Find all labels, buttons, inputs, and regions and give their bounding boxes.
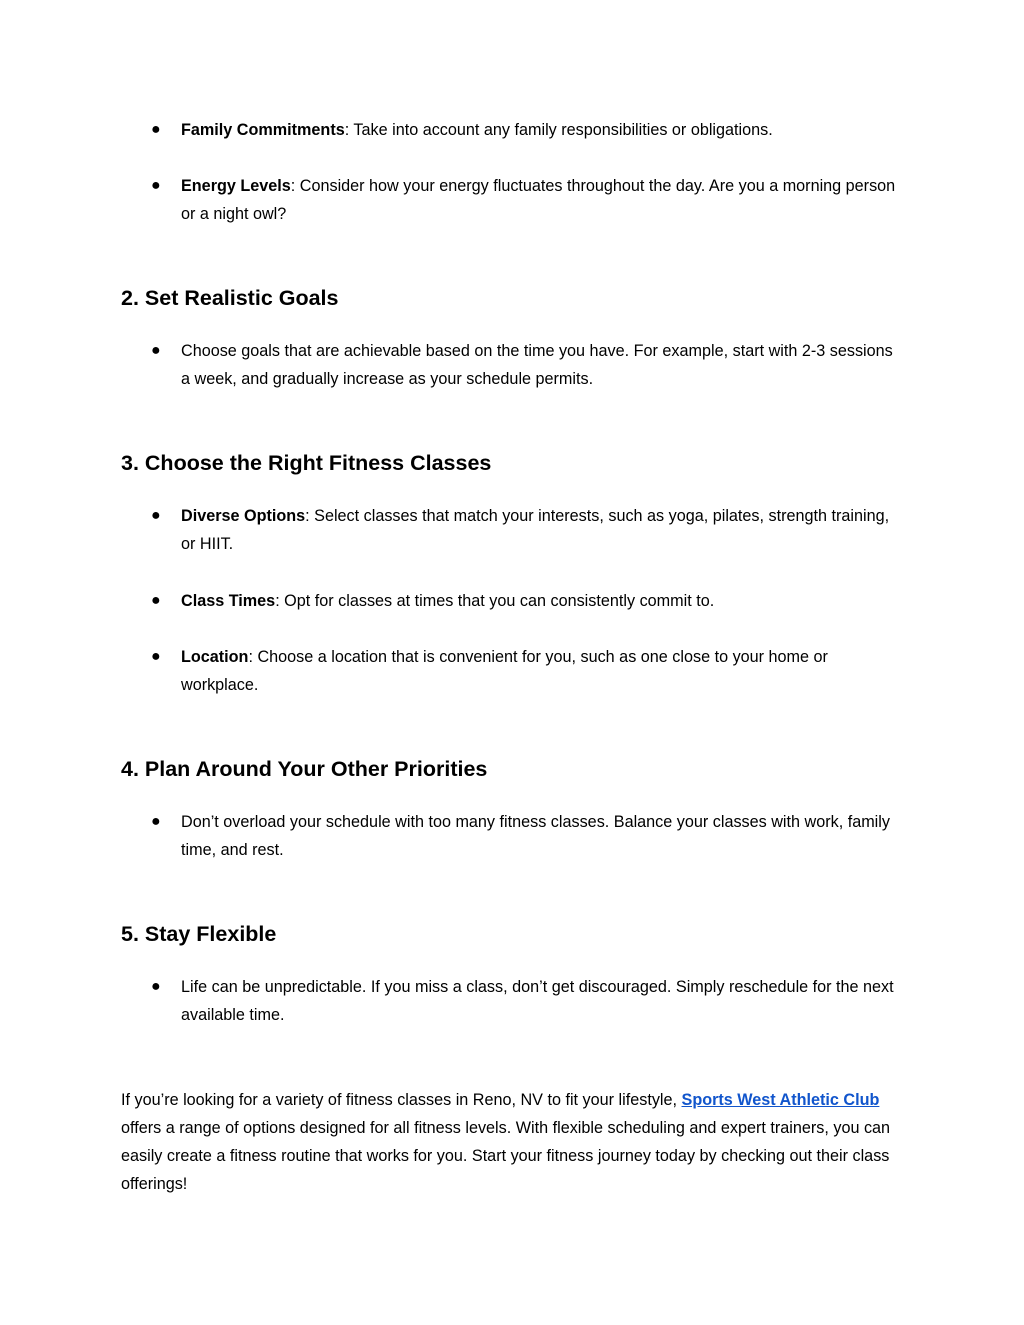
heading-plan-priorities: 4. Plan Around Your Other Priorities [121, 757, 488, 781]
heading-set-realistic-goals: 2. Set Realistic Goals [121, 286, 339, 310]
sports-west-link[interactable]: Sports West Athletic Club [681, 1091, 880, 1109]
bullet-text: Don’t overload your schedule with too many fitness classes. Balance your classes with work, family time, and rest. [181, 813, 890, 859]
closing-text-end: offers a range of options designed for all fitness levels. With flexible scheduling and expert trainers, you can easily create a fitness routine that works for you. Start your fitness journey today by checking out their class offerings! [121, 1119, 891, 1193]
heading-choose-classes: 3. Choose the Right Fitness Classes [121, 451, 492, 475]
bullet-desc: : Select classes that match your interests, such as yoga, pilates, strength training, or HIIT. [181, 507, 890, 553]
bullet-dot: ● [151, 507, 161, 524]
bullet-desc: : Take into account any family responsibilities or obligations. [344, 121, 773, 139]
heading-stay-flexible: 5. Stay Flexible [121, 922, 277, 946]
bullet-dot: ● [151, 342, 161, 359]
bullet-desc: : Opt for classes at times that you can consistently commit to. [275, 592, 715, 610]
closing-paragraph [121, 1086, 903, 1198]
bullet-term: Location [181, 648, 249, 666]
bullet-goals [121, 337, 901, 393]
bullet-diverse-options [121, 502, 901, 558]
bullet-family-commitments [121, 116, 901, 144]
bullet-desc: : Choose a location that is convenient for you, such as one close to your home or workplace. [181, 648, 828, 694]
bullet-class-times [121, 587, 901, 615]
bullet-text [181, 116, 901, 144]
bullet-text [181, 643, 901, 699]
bullet-dot: ● [151, 121, 161, 138]
bullet-dot: ● [151, 813, 161, 830]
bullet-text [181, 172, 901, 228]
bullet-priorities [121, 808, 901, 864]
bullet-term: Diverse Options [181, 507, 306, 525]
bullet-dot: ● [151, 978, 161, 995]
bullet-term: Energy Levels [181, 177, 291, 195]
bullet-term: Family Commitments [181, 121, 345, 139]
bullet-term: Class Times [181, 592, 276, 610]
bullet-text: Choose goals that are achievable based on the time you have. For example, start with 2-3 sessions a week, and gradually increase as your schedule permits. [181, 342, 893, 388]
bullet-flexible [121, 973, 901, 1029]
bullet-dot: ● [151, 177, 161, 194]
bullet-text [181, 587, 901, 615]
closing-text-start: If you’re looking for a variety of fitness classes in Reno, NV to fit your lifestyle, [121, 1091, 682, 1109]
bullet-desc: : Consider how your energy fluctuates throughout the day. Are you a morning person or a night owl? [181, 177, 896, 223]
bullet-location [121, 643, 901, 699]
bullet-energy-levels [121, 172, 901, 228]
bullet-dot: ● [151, 648, 161, 665]
bullet-text [181, 502, 901, 558]
bullet-dot: ● [151, 592, 161, 609]
bullet-text: Life can be unpredictable. If you miss a class, don’t get discouraged. Simply reschedule for the next available time. [181, 978, 894, 1024]
